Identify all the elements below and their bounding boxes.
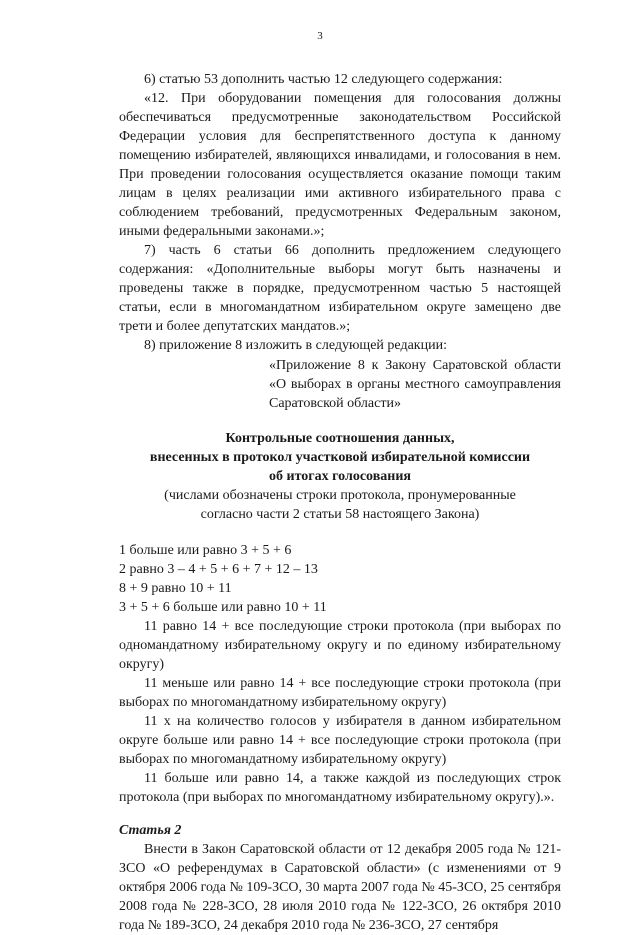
control-formulas <box>119 541 561 617</box>
item-7: 7) часть 6 статьи 66 дополнить предложением следующего содержания: «Дополнительные выборы могут быть назначены и проведены также в порядке, предусмотренном частью 5 настоящей статьи, если в многомандатном избирательном округе замещено две трети и более депутатских мандатов.»; <box>119 243 561 334</box>
heading-line-3: об итогах голосования <box>269 469 411 484</box>
item-8: 8) приложение 8 изложить в следующей редакции: <box>144 338 447 353</box>
heading-line-1: Контрольные соотношения данных, <box>225 431 455 446</box>
formula-4: 3 + 5 + 6 больше или равно 10 + 11 <box>119 600 327 615</box>
page-number: 3 <box>317 30 323 42</box>
item-6: 6) статью 53 дополнить частью 12 следующего содержания: <box>144 72 503 87</box>
formula-1: 1 больше или равно 3 + 5 + 6 <box>119 543 292 558</box>
article-title: Статья 2 <box>119 823 182 838</box>
formula-2: 2 равно 3 – 4 + 5 + 6 + 7 + 12 – 13 <box>119 562 318 577</box>
appendix-reference: «Приложение 8 к Закону Саратовской области «О выборах в органы местного самоуправления Саратовской области» <box>269 358 561 411</box>
formula-3: 8 + 9 равно 10 + 11 <box>119 581 232 596</box>
section-subheading <box>119 486 561 524</box>
relation-1: 11 равно 14 + все последующие строки протокола (при выборах по одномандатному избирательному округу и по единому избирательному округу) <box>119 619 561 672</box>
section-heading <box>119 429 561 486</box>
heading-line-2: внесенных в протокол участковой избирательной комиссии <box>149 450 531 465</box>
subheading-line-1: (числами обозначены строки протокола, пронумерованные <box>164 488 516 503</box>
relation-2: 11 меньше или равно 14 + все последующие строки протокола (при выборах по многомандатному избирательному округу) <box>119 676 561 710</box>
article-text: Внести в Закон Саратовской области от 12 декабря 2005 года № 121-ЗСО «О референдумах в Саратовской области» (с изменениями от 9 октября 2006 года № 109-ЗСО, 30 марта 2007 года № 45-ЗСО, 25 сентября 2008 года № 228-ЗСО, 28 июля 2010 года № 122-ЗСО, 26 октября 2010 года № 189-ЗСО, 24 декабря 2010 года № 236-ЗСО, 27 сентября <box>119 842 561 933</box>
relation-3: 11 х на количество голосов у избирателя в данном избирательном округе больше или равно 14 + все последующие строки протокола (при выборах по многомандатному избирательному округу) <box>119 714 561 767</box>
item-6-content: «12. При оборудовании помещения для голосования должны обеспечиваться предусмотренные законодательством Российской Федерации условия для беспрепятственного доступа к данному помещению избирателей, являющихся инвалидами, и голосования в нем. При проведении голосования осуществляется оказание помощи таким лицам в целях реализации ими активного избирательного права с соблюдением требований, предусмотренных Федеральным законом, иными федеральными законами.»; <box>119 91 561 239</box>
document-body <box>119 70 561 935</box>
relation-4: 11 больше или равно 14, а также каждой из последующих строк протокола (при выборах по многомандатному избирательному округу).». <box>119 771 561 805</box>
subheading-line-2: согласно части 2 статьи 58 настоящего Закона) <box>200 507 480 522</box>
